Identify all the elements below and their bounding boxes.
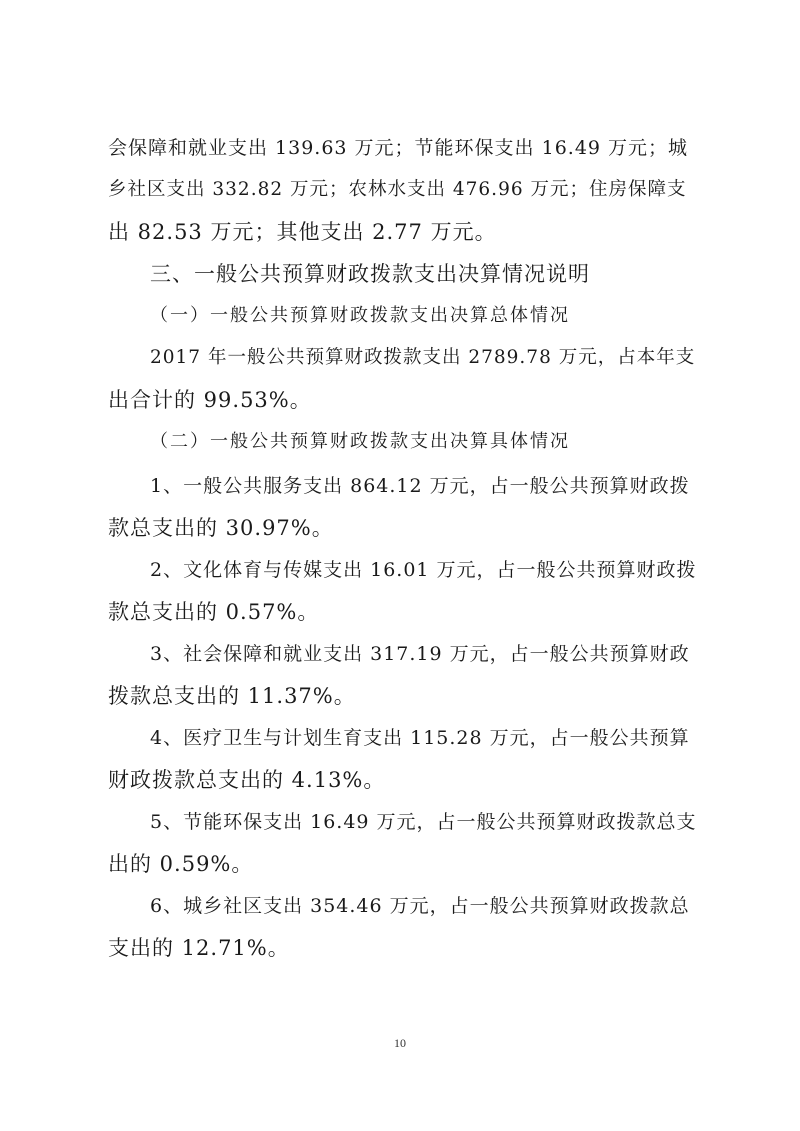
continuation-line-2: 乡社区支出 332.82 万元；农林水支出 476.96 万元；住房保障支	[108, 179, 687, 200]
item-6-line-1: 6、城乡社区支出 354.46 万元，占一般公共预算财政拨款总	[150, 895, 690, 917]
item-4-line-2: 财政拨款总支出的 4.13%。	[108, 768, 386, 792]
item-1-line-2: 款总支出的 30.97%。	[108, 516, 334, 540]
subsection-1-line-1: 2017 年一般公共预算财政拨款支出 2789.78 万元，占本年支	[150, 347, 696, 368]
item-2-line-2: 款总支出的 0.57%。	[108, 600, 320, 624]
page-number: 10	[394, 1036, 406, 1050]
subsection-1-line-2: 出合计的 99.53%。	[108, 388, 312, 412]
item-4-line-1: 4、医疗卫生与计划生育支出 115.28 万元，占一般公共预算	[150, 727, 690, 749]
item-6-line-2: 支出的 12.71%。	[108, 936, 290, 960]
subsection-2-heading: （二）一般公共预算财政拨款支出决算具体情况	[150, 431, 570, 452]
continuation-line-3: 出 82.53 万元；其他支出 2.77 万元。	[108, 220, 497, 244]
continuation-line-1: 会保障和就业支出 139.63 万元；节能环保支出 16.49 万元；城	[108, 137, 689, 159]
item-3-line-1: 3、社会保障和就业支出 317.19 万元，占一般公共预算财政	[150, 643, 690, 665]
subsection-1-heading: （一）一般公共预算财政拨款支出决算总体情况	[150, 305, 570, 326]
item-2-line-1: 2、文化体育与传媒支出 16.01 万元，占一般公共预算财政拨	[150, 559, 697, 581]
item-3-line-2: 拨款总支出的 11.37%。	[108, 684, 356, 708]
section-heading: 三、一般公共预算财政拨款支出决算情况说明	[150, 262, 590, 286]
item-1-line-1: 1、一般公共服务支出 864.12 万元，占一般公共预算财政拨	[150, 475, 690, 497]
item-5-line-1: 5、节能环保支出 16.49 万元，占一般公共预算财政拨款总支	[150, 811, 697, 833]
item-5-line-2: 出的 0.59%。	[108, 852, 254, 876]
